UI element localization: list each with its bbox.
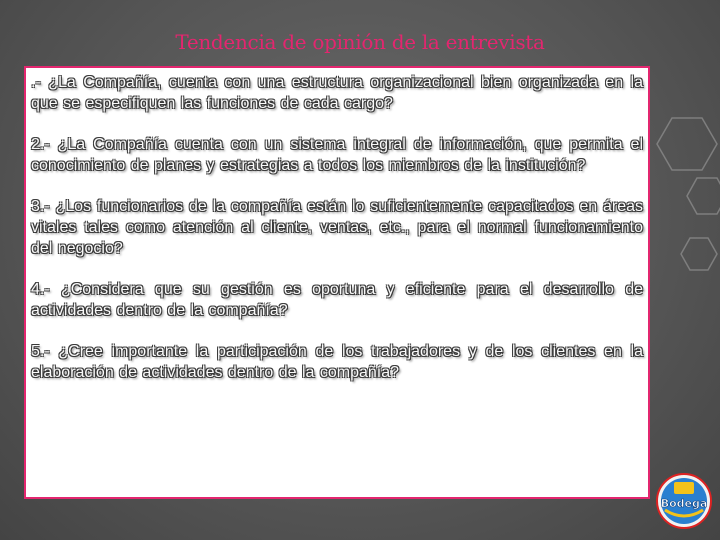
question-1: .- ¿La Compañía, cuenta con una estructura organizacional bien organizada en la que se especifiquen las funciones de cada cargo? bbox=[31, 74, 643, 112]
question-5: 5.- ¿Cree importante la participación de los trabajadores y de los clientes en la elaboración de actividades dentro de la compañía? bbox=[31, 343, 643, 381]
question-3: 3.- ¿Los funcionarios de la compañía están lo suficientemente capacitados en áreas vitales tales como atención al cliente, ventas, etc., para el normal funcionamiento del negocio? bbox=[31, 198, 643, 257]
question-4: 4.- ¿Considera que su gestión es oportuna y eficiente para el desarrollo de actividades dentro de la compañía? bbox=[31, 281, 643, 319]
slide-title: Tendencia de opinión de la entrevista bbox=[175, 30, 545, 54]
logo-text: Bodega bbox=[660, 497, 708, 510]
bodega-logo-icon bbox=[655, 470, 713, 532]
question-2: 2.- ¿La Compañía cuenta con un sistema integral de información, que permita el conocimiento de planes y estrategias a todos los miembros de la institución? bbox=[31, 136, 643, 174]
questions-panel bbox=[24, 66, 650, 499]
